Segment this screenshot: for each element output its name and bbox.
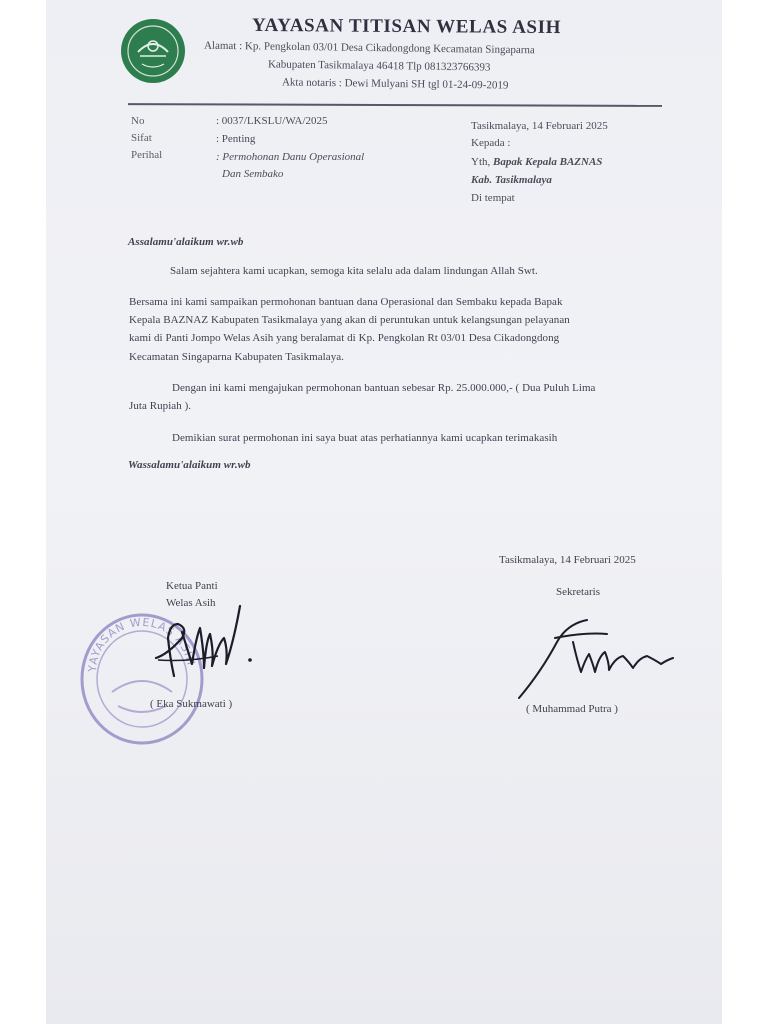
left-signer-title-2: Welas Asih [166,597,216,609]
left-signer-title-1: Ketua Panti [166,580,218,592]
no-value: : 0037/LKSLU/WA/2025 [216,115,328,127]
perihal-value-line-2: Dan Sembako [222,168,284,180]
address-line-2: Kabupaten Tasikmalaya 46418 Tlp 081323766393 [267,58,491,74]
signature-ketua [148,598,260,692]
paragraph-2-line-2: Juta Rupiah ). [129,400,192,412]
left-signer-name: ( Eka Sukmawati ) [150,698,233,710]
paragraph-1-line-3: kami di Panti Jompo Welas Asih yang beralamat di Kp. Pengkolan Rt 03/01 Desa Cikadongdong [129,332,560,344]
yayasan-logo-icon [120,18,186,84]
recipient-line-yth [471,156,602,168]
paragraph-3: Demikian surat permohonan ini saya buat atas perhatiannya kami ucapkan terimakasih [172,432,558,444]
kepada-label: Kepada : [471,137,511,149]
perihal-value-line-1: : Permohonan Danu Operasional [216,151,365,163]
closing-greeting: Wassalamu'alaikum wr.wb [128,459,251,471]
sifat-label: Sifat [131,132,152,144]
paragraph-1-line-1: Bersama ini kami sampaikan permohonan bantuan dana Operasional dan Sembaku kepada Bapak [129,296,563,308]
paragraph-1-line-4: Kecamatan Singaparna Kabupaten Tasikmalaya. [129,351,344,363]
address-line-3: Akta notaris : Dewi Mulyani SH tgl 01-24-09-2019 [281,76,509,92]
greeting: Assalamu'alaikum wr.wb [128,236,244,248]
yth-prefix: Yth, [471,156,493,168]
paragraph-2-line-1: Dengan ini kami mengajukan permohonan bantuan sebesar Rp. 25.000.000,- ( Dua Puluh Lima [172,382,596,394]
letter-date: Tasikmalaya, 14 Februari 2025 [471,120,608,132]
address-line-1: Alamat : Kp. Pengkolan 03/01 Desa Cikadongdong Kecamatan Singaparna [203,39,535,57]
recipient-place: Di tempat [471,192,515,204]
paragraph-1-line-2: Kepala BAZNAZ Kabupaten Tasikmalaya yang akan di peruntukan untuk kelangsungan pelayanan [129,314,570,326]
perihal-label: Perihal [131,149,163,161]
org-name: YAYASAN TITISAN WELAS ASIH [251,14,562,39]
recipient-regency: Kab. Tasikmalaya [471,174,552,186]
stamp-text: YAYASAN WELAS ASIH [85,615,198,673]
salam-line: Salam sejahtera kami ucapkan, semoga kita selalu ada dalam lindungan Allah Swt. [170,265,538,277]
no-label: No [131,115,145,127]
right-signer-name: ( Muhammad Putra ) [526,703,618,715]
sifat-value: : Penting [216,133,256,145]
signature-sekretaris [515,612,677,704]
right-signer-title: Sekretaris [556,586,600,598]
signature-date: Tasikmalaya, 14 Februari 2025 [499,554,636,566]
recipient-name: Bapak Kepala BAZNAS [493,156,603,168]
